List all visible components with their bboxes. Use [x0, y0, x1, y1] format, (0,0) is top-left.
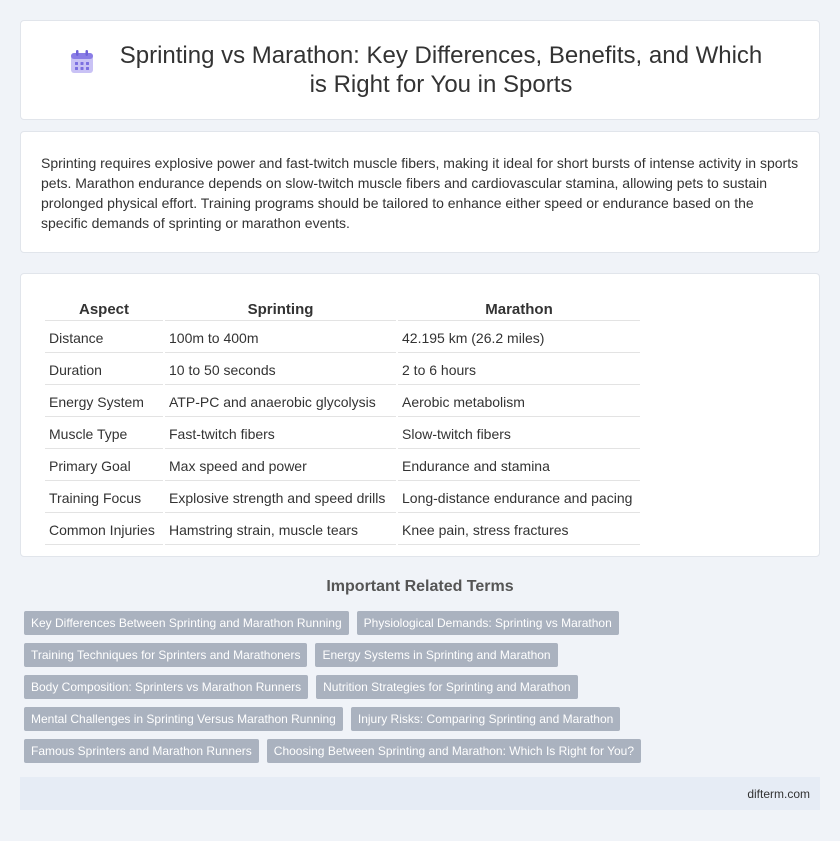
- cell-aspect: Energy System: [45, 387, 163, 417]
- cell-aspect: Distance: [45, 323, 163, 353]
- cell-sprinting: Explosive strength and speed drills: [165, 483, 396, 513]
- related-term-link[interactable]: Famous Sprinters and Marathon Runners: [24, 739, 259, 763]
- cell-sprinting: 10 to 50 seconds: [165, 355, 396, 385]
- table-row: [45, 323, 640, 353]
- header-sprinting: Sprinting: [165, 298, 396, 321]
- intro-paragraph: Sprinting requires explosive power and fast-twitch muscle fibers, making it ideal for short bursts of intense activity in sports pets. Marathon endurance depends on slow-twitch muscle fibers and cardiovascular stamina, allowing pets to sustain prolonged physical effort. Training programs should be tailored to enhance either speed or endurance based on the specific demands of sprinting or marathon events.: [41, 155, 799, 231]
- related-term-link[interactable]: Choosing Between Sprinting and Marathon: Which Is Right for You?: [267, 739, 641, 763]
- table-row: [45, 355, 640, 385]
- related-term-link[interactable]: Injury Risks: Comparing Sprinting and Marathon: [351, 707, 620, 731]
- cell-marathon: Long-distance endurance and pacing: [398, 483, 640, 513]
- related-term-link[interactable]: Key Differences Between Sprinting and Marathon Running: [24, 611, 349, 635]
- cell-aspect: Common Injuries: [45, 515, 163, 545]
- related-terms-row: [24, 611, 824, 635]
- table-row: [45, 451, 640, 481]
- cell-aspect: Duration: [45, 355, 163, 385]
- related-term-link[interactable]: Mental Challenges in Sprinting Versus Marathon Running: [24, 707, 343, 731]
- related-terms-row: [24, 643, 824, 667]
- related-terms-row: [24, 739, 824, 763]
- cell-sprinting: Max speed and power: [165, 451, 396, 481]
- cell-sprinting: Fast-twitch fibers: [165, 419, 396, 449]
- comparison-table: [43, 296, 642, 547]
- intro-card: [20, 131, 820, 253]
- title-row: [60, 41, 780, 99]
- table-row: [45, 419, 640, 449]
- page-title: Sprinting vs Marathon: Key Differences, Benefits, and Which is Right for You in Sports: [119, 42, 763, 98]
- cell-aspect: Training Focus: [45, 483, 163, 513]
- cell-marathon: 42.195 km (26.2 miles): [398, 323, 640, 353]
- related-term-link[interactable]: Training Techniques for Sprinters and Marathoners: [24, 643, 307, 667]
- related-terms-row: [24, 707, 824, 731]
- cell-sprinting: Hamstring strain, muscle tears: [165, 515, 396, 545]
- related-term-link[interactable]: Energy Systems in Sprinting and Marathon: [315, 643, 557, 667]
- related-term-link[interactable]: Body Composition: Sprinters vs Marathon Runners: [24, 675, 308, 699]
- cell-sprinting: 100m to 400m: [165, 323, 396, 353]
- header-marathon: Marathon: [398, 298, 640, 321]
- table-header-row: [45, 298, 640, 321]
- header-aspect: Aspect: [45, 298, 163, 321]
- cell-marathon: Aerobic metabolism: [398, 387, 640, 417]
- cell-marathon: 2 to 6 hours: [398, 355, 640, 385]
- related-terms-heading: Important Related Terms: [326, 578, 514, 595]
- related-term-link[interactable]: Physiological Demands: Sprinting vs Marathon: [357, 611, 619, 635]
- calendar-icon: [69, 49, 95, 75]
- cell-aspect: Muscle Type: [45, 419, 163, 449]
- cell-marathon: Slow-twitch fibers: [398, 419, 640, 449]
- comparison-table-card: [20, 273, 820, 557]
- table-row: [45, 483, 640, 513]
- cell-marathon: Endurance and stamina: [398, 451, 640, 481]
- cell-marathon: Knee pain, stress fractures: [398, 515, 640, 545]
- title-card: [20, 20, 820, 120]
- cell-sprinting: ATP-PC and anaerobic glycolysis: [165, 387, 396, 417]
- related-terms-row: [24, 675, 824, 699]
- related-terms-list: [24, 611, 824, 771]
- footer-site-link[interactable]: difterm.com: [747, 787, 810, 801]
- footer: [20, 777, 820, 810]
- table-row: [45, 387, 640, 417]
- table-row: [45, 515, 640, 545]
- related-term-link[interactable]: Nutrition Strategies for Sprinting and Marathon: [316, 675, 577, 699]
- cell-aspect: Primary Goal: [45, 451, 163, 481]
